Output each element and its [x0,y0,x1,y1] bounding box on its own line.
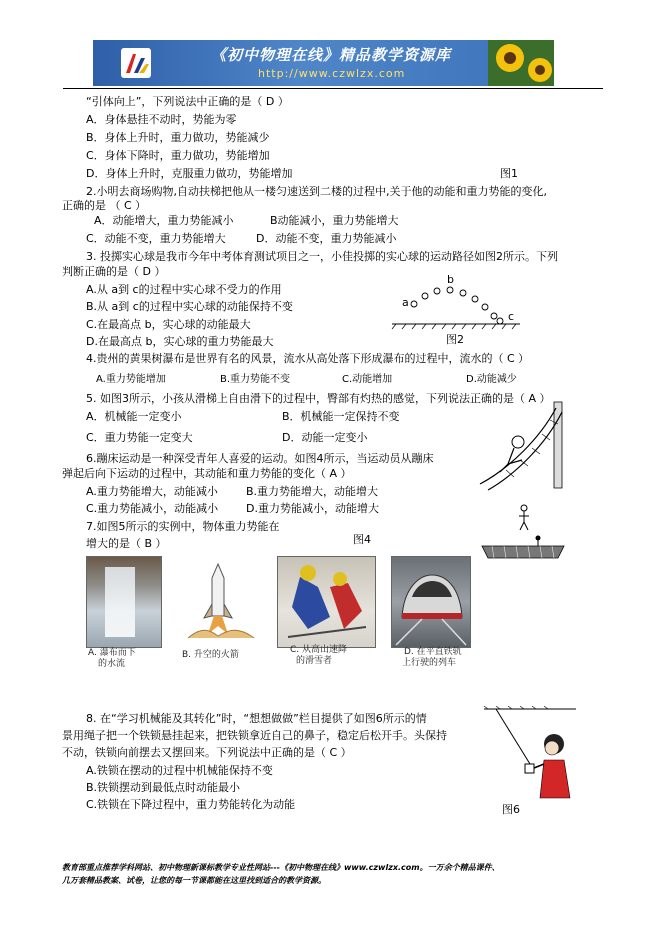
figure-2-label-a: a [402,296,409,309]
q6-figure-label: 图4 [353,533,371,546]
figure-5b-rocket [178,560,264,646]
q5-stem: 5. 如图3所示，小孩从滑梯上自由滑下的过程中，臀部有灼热的感觉，下列说法正确的是（ A ） [86,392,551,405]
q3-figure-label: 图2 [446,333,464,346]
q3-stem-line1: 3. 投掷实心球是我市今年中考体育测试项目之一，小佳投掷的实心球的运动路径如图2所示。下列 [86,250,558,263]
figure-5a-caption-1: A. 瀑布而下 [88,648,136,658]
site-logo-icon [119,46,153,80]
figure-5d-caption-2: 上行驶的列车 [402,658,457,668]
q3-option-a: A.从 a到 c的过程中实心球不受力的作用 [86,283,282,296]
q1-option-d: D．身体上升时，克服重力做功，势能增加 [86,167,293,180]
q7-stem-line1: 7.如图5所示的实例中，物体重力势能在 [86,520,280,533]
figure-5a-caption-2: 的水流 [98,659,126,669]
q2-stem-line2: 正确的是 （ C ） [62,199,147,212]
figure-5a-waterfall [86,556,162,648]
sunflower-icon [488,40,554,86]
q3-option-c: C.在最高点 b，实心球的动能最大 [86,318,251,331]
q4-option-b: B.重力势能不变 [220,374,291,385]
figure-5d-caption-1: D. 在平直铁轨 [404,647,462,657]
q6-option-d: D.重力势能减小，动能增大 [246,502,379,515]
figure-2-label-c: c [508,310,515,323]
q6-stem-line2: 弹起后向下运动的过程中，其动能和重力势能的变化（ A ） [62,467,352,480]
q2-stem-line1: 2.小明去商场购物,自动扶梯把他从一楼匀速送到二楼的过程中,关于他的动能和重力势能的变化, [86,185,547,198]
q7-stem-line2: 增大的是（ B ） [86,537,167,550]
q6-option-c: C.重力势能减小，动能减小 [86,502,219,515]
figure-5d-train [391,556,471,648]
q8-stem-line3: 不动，铁锁向前摆去又摆回来。下列说法中正确的是（ C ） [62,746,352,759]
footer-line-2: 几万套精品教案、试卷，让您的每一节课都能在这里找到适合的教学资源。 [62,876,326,885]
q8-stem-line2: 景用绳子把一个铁锁悬挂起来，把铁锁拿近自己的鼻子，稳定后松开手。头保持 [62,729,447,742]
q5-option-a: A．机械能一定变小 [86,410,182,423]
figure-5b-caption: B. 升空的火箭 [182,650,239,660]
q5-option-b: B．机械能一定保持不变 [282,410,400,423]
figure-3-slide [470,398,570,493]
q8-option-a: A.铁锁在摆动的过程中机械能保持不变 [86,764,273,777]
header-title: 《初中物理在线》精品教学资源库 [211,46,452,64]
q3-stem-line2: 判断正确的是（ D ） [62,265,166,278]
q4-option-a: A.重力势能增加 [96,374,166,385]
figure-6-pendulum [480,706,580,802]
q2-option-b: B动能减小，重力势能增大 [270,214,399,227]
q2-option-a: A．动能增大，重力势能减小 [94,214,234,227]
q1-option-b: B．身体上升时，重力做功，势能减少 [86,131,270,144]
q5-option-c: C．重力势能一定变大 [86,431,193,444]
header-banner [93,40,554,86]
q3-option-b: B.从 a到 c的过程中实心球的动能保持不变 [86,300,293,313]
q4-stem: 4.贵州的黄果树瀑布是世界有名的风景，流水从高处落下形成瀑布的过程中，流水的（ C ） [86,352,530,365]
q4-option-c: C.动能增加 [342,374,393,385]
q4-option-d: D.动能减少 [466,374,517,385]
q1-figure-label: 图1 [500,167,518,180]
q6-stem-line1: 6.蹦床运动是一种深受青年人喜爱的运动。如图4所示，当运动员从蹦床 [86,452,434,465]
q5-option-d: D．动能一定变小 [282,431,368,444]
q8-figure-label: 图6 [502,803,520,816]
q3-option-d: D.在最高点 b，实心球的重力势能最大 [86,335,274,348]
q6-option-a: A.重力势能增大，动能减小 [86,485,218,498]
q8-stem-line1: 8. 在“学习机械能及其转化”时，“想想做做”栏目提供了如图6所示的情 [86,712,427,725]
figure-2-trajectory [388,270,528,332]
figure-5c-caption-1: C. 从高山速降 [290,645,348,655]
footer-line-1: 教育部重点推荐学科网站、初中物理新课标教学专业性网站---《初中物理在线》www.czwlzx.com。一万余个精品课件、 [62,863,500,872]
figure-2-label-b: b [447,273,454,286]
q1-option-c: C．身体下降时，重力做功，势能增加 [86,149,270,162]
q2-option-c: C．动能不变，重力势能增大 [86,232,226,245]
header-url[interactable]: http://www.czwlzx.com [258,67,406,80]
header-rule [63,88,603,89]
figure-5c-caption-2: 的滑雪者 [296,656,333,666]
q1-option-a: A．身体悬挂不动时，势能为零 [86,113,237,126]
q1-stem: “引体向上”，下列说法中正确的是（ D ） [86,95,289,108]
q8-option-c: C.铁锁在下降过程中，重力势能转化为动能 [86,798,296,811]
q2-option-d: D．动能不变，重力势能减小 [256,232,397,245]
q6-option-b: B.重力势能增大，动能增大 [246,485,379,498]
figure-4-trampoline [478,500,568,562]
figure-5c-skier [277,556,376,648]
q8-option-b: B.铁锁摆动到最低点时动能最小 [86,781,241,794]
